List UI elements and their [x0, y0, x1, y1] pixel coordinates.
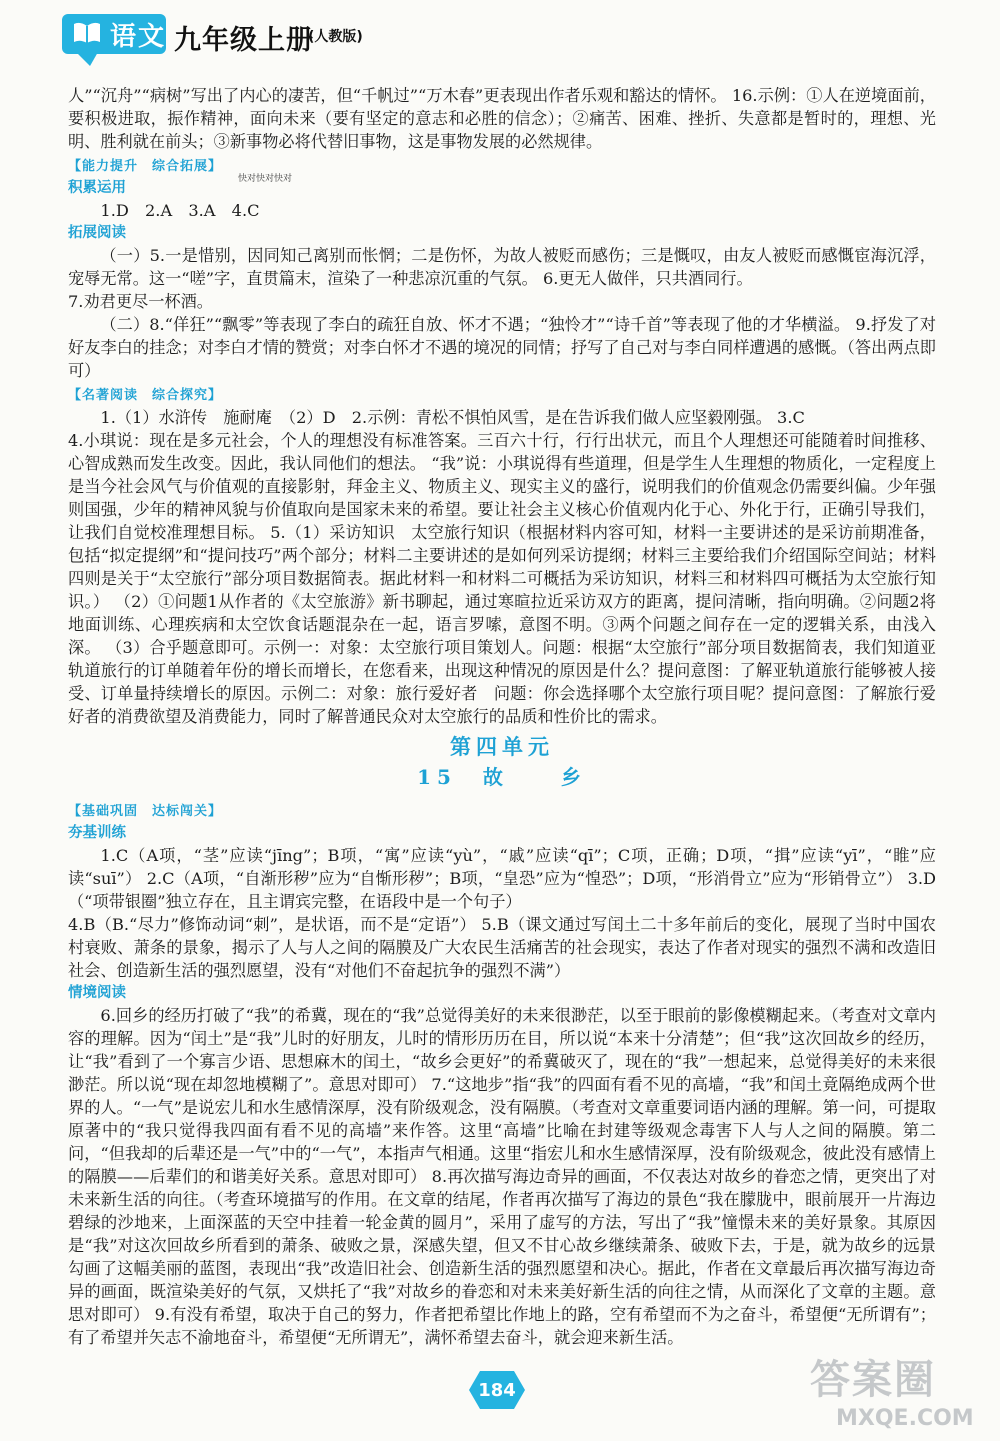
watermark [770, 1348, 992, 1436]
subheading-foundation: 夯基训练 [68, 825, 126, 841]
page-number-badge [468, 1370, 526, 1410]
answers-reading-two: （二）8.“佯狂”“飘零”等表现了李白的疏狂自放、怀才不遇；“独怜才”“诗千首”等表现了他的才华横溢。 9.抒发了对好友李白的挂念；对李白才情的赞赏；对李白怀才不遇的境况的同情；抒写了自己对与李白同样遭遇的感慨。（答出两点即可） [68, 315, 936, 380]
badge-tail [76, 52, 98, 66]
subheading-situational-reading: 情境阅读 [68, 985, 126, 1001]
answers-foundation: 1.C（A项，“茎”应读“jīng”；B项，“寓”应读“yù”，“戚”应读“qī”；C项，正确；D项，“揖”应读“yī”，“睢”应读“suī”） 2.C（A项，“自渐形秽”应为“自惭形秽”；B项，“皇恐”应为“惶恐”；D项，“形消骨立”应为“形销骨立”） 3.D（“项带银圈”独立存在，且主谓宾完整，在语段中是一个句子） [68, 846, 936, 911]
answers-reading-one-cont: 7.劝君更尽一杯酒。 [68, 292, 213, 311]
grade-title: 九年级上册 [174, 25, 314, 56]
open-book-icon [72, 18, 102, 50]
handwritten-note: 快对快对快对 [238, 174, 293, 184]
subheading-accumulation: 积累运用 [68, 180, 126, 196]
paragraph-continuation: 人”“沉舟”“病树”写出了内心的凄苦，但“千帆过”“万木春”更表现出作者乐观和豁达的情怀。 16.示例：①人在逆境面前，要积极进取，振作精神，面向未来（要有坚定的意志和必胜的信念）；②痛苦、困难、挫折、失意都是暂时的，理想、光明、胜利就在前头；③新事物必将代替旧事物，这是事物发展的必然规律。 [68, 86, 936, 151]
lesson-title: 15 故 乡 [417, 765, 587, 789]
page-header [62, 8, 422, 64]
answers-accumulation: 1.D 2.A 3.A 4.C [100, 201, 260, 220]
answers-situational-reading: 6.回乡的经历打破了“我”的希冀，现在的“我”总觉得美好的未来很渺茫，以至于眼前的影像模糊起来。（考查对文章内容的理解。因为“闰土”是“我”儿时的好朋友，儿时的情形历历在目，所以说“本来十分清楚”；但“我”这次回故乡的经历，让“我”看到了一个寡言少语、思想麻木的闰土，“故乡会更好”的希冀破灭了，现在的“我”一想起来，总觉得美好的未来很渺茫。所以说“现在却忽地模糊了”。意思对即可） 7.“这地步”指“我”的四面有看不见的高墙，“我”和闰土竟隔绝成两个世界的人。“一气”是说宏儿和水生感情深厚，没有阶级观念，没有隔膜。（考查对文章重要词语内涵的理解。第一问，可提取原著中的“我只觉得我四面有看不见的高墙”来作答。这里“高墙”比喻在封建等级观念毒害下人与人之间的隔膜。第二问，“但我却的后辈还是一气”中的“一气”，本指声气相通。这里“指宏儿和水生感情深厚，没有阶级观念，彼此没有感情上的隔膜——后辈们的和谐美好关系。意思对即可） 8.再次描写海边奇异的画面，不仅表达对故乡的眷恋之情，更突出了对未来新生活的向往。（考查环境描写的作用。在文章的结尾，作者再次描写了海边的景色“我在朦胧中，眼前展开一片海边碧绿的沙地来，上面深蓝的天空中挂着一轮金黄的圆月”，采用了虚写的方法，写出了“我”憧憬未来的美好景象。其原因是“我”对这次回故乡所看到的萧条、破败之景，深感失望，但又不甘心故乡继续萧条、破败下去，于是，就为故乡的远景勾画了这幅美丽的蓝图，表现出“我”改造旧社会、创造新生活的强烈愿望和决心。据此，作者在文章最后再次描写海边奇异的画面，既渲染美好的气氛，又烘托了“我”对故乡的眷恋和对未来美好新生活的向往之情，从而深化了文章的主题。意思对即可） 9.有没有希望，取决于自己的努力，作者把希望比作地上的路，空有希望而不为之奋斗，希望便“无所谓有”；有了希望并矢志不渝地奋斗，希望便“无所谓无”，满怀希望去奋斗，就会迎来新生活。 [68, 1006, 936, 1347]
edition-label: (人教版) [308, 29, 363, 45]
subject-badge [62, 14, 166, 54]
answer-content [68, 84, 936, 1349]
answers-foundation-cont: 4.B（B.“尽力”修饰动词“刺”，是状语，而不是“定语”） 5.B（课文通过写闰土二十多年前后的变化，展现了当时中国农村衰败、萧条的景象，揭示了人与人之间的隔膜及广大农民生活痛苦的社会现实，表达了作者对现实的强烈不满和改造旧社会、创造新生活的强烈愿望，没有“对他们不奋起抗争的强烈不满”） [68, 915, 936, 980]
section-heading-classics: 【名著阅读 综合探究】 [68, 388, 223, 403]
subheading-extended-reading: 拓展阅读 [68, 225, 126, 241]
section-heading-basics: 【基础巩固 达标闯关】 [68, 804, 223, 819]
subject-label: 语文 [110, 21, 167, 52]
watermark-text: 答案圈 [810, 1357, 936, 1403]
unit-title: 第四单元 [450, 734, 554, 759]
page-number: 184 [478, 1379, 516, 1401]
watermark-url: MXQE.COM [836, 1406, 974, 1431]
answers-classics: 1.（1）水浒传 施耐庵 （2）D 2.示例：青松不惧怕风雪，是在告诉我们做人应坚毅刚强。 3.C [100, 408, 805, 427]
answers-reading-one: （一）5.一是惜别，因同知己离别而怅惘；二是伤怀，为故人被贬而感伤；三是慨叹，由友人被贬而感慨宦海沉浮，宠辱无常。这一“嗟”字，直贯篇末，渲染了一种悲凉沉重的气氛。 6.更无人做伴，只共酒同行。 [68, 246, 936, 288]
answers-classics-long: 4.小琪说：现在是多元社会，个人的理想没有标准答案。三百六十行，行行出状元，而且个人理想还可能随着时间推移、心智成熟而发生改变。因此，我认同他们的想法。 “我”说：小琪说得有些道理，但是学生人生理想的物质化，一定程度上是当今社会风气与价值观的直接影射，拜金主义、物质主义、现实主义的盛行，说明我们的价值观念仍需要纠偏。少年强则国强，少年的精神风貌与价值取向是国家未来的希望。要让社会主义核心价值观内化于心、外化于行，正确引导我们，让我们自觉校准理想目标。 5.（1）采访知识 太空旅行知识（根据材料内容可知，材料一主要讲述的是采访前期准备，包括“拟定提纲”和“提问技巧”两个部分；材料二主要讲述的是如何列采访提纲；材料三主要给我们介绍国际空间站；材料四则是关于“太空旅行”部分项目数据简表。据此材料一和材料二可概括为采访知识，材料三和材料四可概括为太空旅行知识。） （2）①问题1从作者的《太空旅游》新书聊起，通过寒暄拉近采访双方的距离，提问清晰，指向明确。②问题2将地面训练、心理疾病和太空饮食话题混杂在一起，语言罗嗦，意图不明。③两个问题之间存在一定的逻辑关系，由浅入深。 （3）合乎题意即可。示例一：对象：太空旅行项目策划人。问题：根据“太空旅行”部分项目数据简表，我们知道亚轨道旅行的订单随着年份的增长而增长，在您看来，出现这种情况的原因是什么？提问意图：了解亚轨道旅行能够被人接受、订单量持续增长的原因。示例二：对象：旅行爱好者 问题：你会选择哪个太空旅行项目呢？提问意图：了解旅行爱好者的消费欲望及消费能力，同时了解普通民众对太空旅行的品质和性价比的需求。 [68, 431, 936, 726]
section-heading-ability: 【能力提升 综合拓展】 [68, 159, 223, 174]
